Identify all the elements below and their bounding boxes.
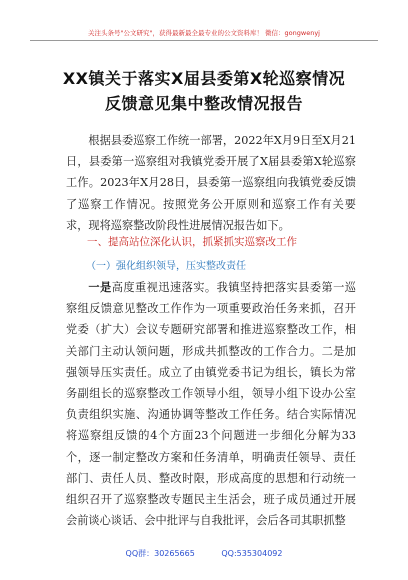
paragraph-2 (66, 277, 356, 531)
document-title-line-2: 反馈意见集中整改情况报告 (104, 94, 303, 113)
document-title-line-1: XX镇关于落实X届县委第X轮巡察情况 (62, 69, 346, 88)
intro-paragraph: 根据县委巡察工作统一部署，2022年X月9日至X月21日，县委第一巡察组对我镇党委开展了X届县委第X轮巡察工作。2023年X月28日，县委第一巡察组向我镇党委反馈了巡察工作情况。按照党务公开原则和巡察工作有关要求，现将巡察整改阶段性进展情况报告如下。 (66, 134, 356, 232)
header-banner: 关注头条号"公文研究"，获得最新最全最专业的公文资料库！ 微信：gongwenyj (30, 28, 378, 41)
footer-qq-number: QQ:535304092 (221, 549, 283, 558)
footer-qq-group: QQ群：30265665 (125, 549, 195, 558)
footer (0, 548, 408, 559)
paragraph-2-lead: 一是 (88, 280, 112, 294)
section-1-heading: 一、提高站位深化认识，抓紧抓实巡察改工作 (87, 236, 297, 248)
subsection-1-heading: （一）强化组织领导，压实整改责任 (86, 261, 246, 272)
paragraph-2-text: 高度重视迅速落实。我镇坚持把落实县委第一巡察组反馈意见整改工作作为一项重要政治任务来抓，召开党委（扩大）会议专题研究部署和推进巡察整改工作，相关部门主动认领问题，形成共抓整改的工作合力。二是加强领导压实责任。成立了由镇党委书记为组长，镇长为常务副组长的巡察整改工作领导小组，领导小组下设办公室负责组织实施、沟通协调等整改工作任务。结合实际情况将巡察组反馈的4个方面23个问题进一步细化分解为33个，逐一制定整改方案和任务清单，明确责任领导、责任部门、责任人员、整改时限，形成高度的思想和行动统一组织召开了巡察整改专题民主生活会，班子成员通过开展会前谈心谈话、会中批评与自我批评，会后各司其职抓整 (66, 281, 356, 528)
